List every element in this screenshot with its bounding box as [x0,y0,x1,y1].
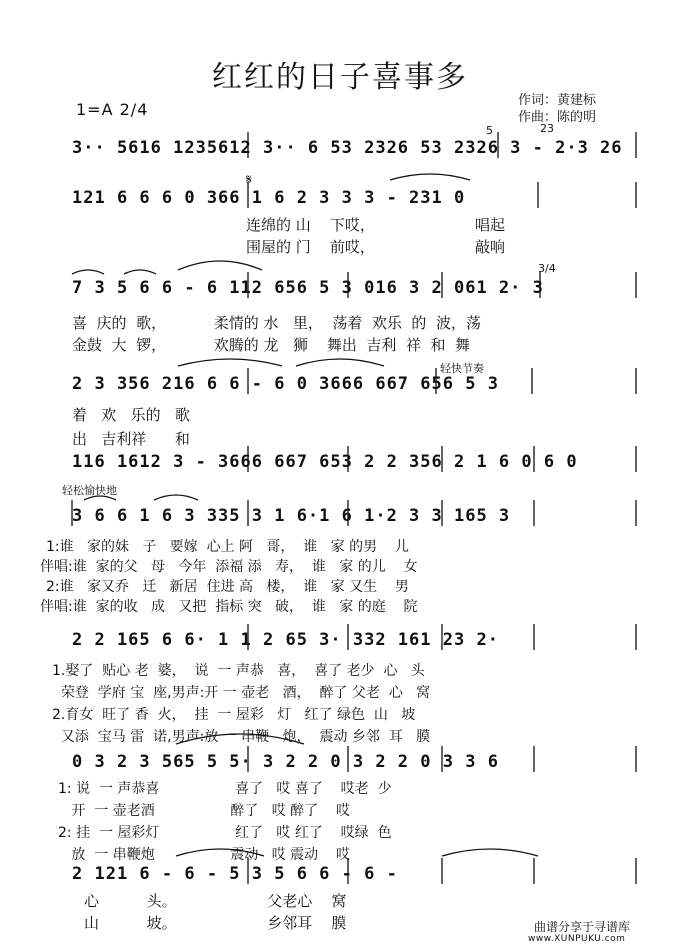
lyric-8-4: 放 一 串鞭炮 震动 哎 震动 哎 [58,847,350,863]
lyric-4-2: 出 吉利祥 和 [72,430,190,448]
grace-note-mark-2: 23 [540,122,554,135]
composer-credit: 作曲：陈的明 [518,110,597,125]
lyric-6-3: 2:谁 家又乔 迁 新居 住进 高 楼， 谁 家 又生 男 [46,579,409,595]
notation-line-2: 121 6 6 6 0 366 1 6 2 3 3 3 - 231 0 [72,188,466,208]
lyric-9-1: 心 头。 父老心 窝 [84,892,347,910]
lyric-3-2: 金鼓 大 锣， 欢腾的 龙 狮 舞出 吉利 祥 和 舞 [72,336,471,354]
notation-line-4: 2 3 356 216 6 6 - 6 0 3666 667 656 5 3 [72,374,499,394]
lyric-7-4: 又添 宝马 雷 诺,男声:放 一 串鞭 炮， 震动 乡邻 耳 膜 [52,729,431,745]
lyric-2-1: 连绵的 山 下哎， 唱起 [246,216,505,234]
lyric-3-1: 喜 庆的 歌， 柔情的 水 里， 荡着 欢乐 的 波，荡 [72,314,481,332]
segno-icon: 𝄋 [246,172,253,188]
meter-change: 3/4 [538,262,556,275]
lyric-6-4: 伴唱:谁 家的收 成 又把 指标 突 破， 谁 家 的庭 院 [40,599,418,615]
lyricist-credit: 作词：黄建标 [518,93,597,108]
notation-line-6: 3 6 6 1 6 3 335 3 1 6·1 6 1·2 3 3 165 3 [72,506,511,526]
notation-line-1: 3·· 5616 1235612 3·· 6 53 2326 53 2326 3 - 2·3 26 [72,138,623,158]
lyric-9-2: 山 坡。 乡邻耳 膜 [84,914,347,932]
notation-line-5: 116 1612 3 - 3666 667 653 2 2 356 2 1 6 0 6 0 [72,452,578,472]
credits [518,92,596,126]
grace-note-mark: 5 [486,124,493,137]
lyric-8-2: 开 一 壶老酒 醉了 哎 醉了 哎 [58,803,350,819]
lyric-2-2: 围屋的 门 前哎， 敲响 [246,238,505,256]
lyric-7-1: 1.娶了 贴心 老 婆， 说 一 声恭 喜， 喜了 老少 心 头 [52,663,425,679]
footer-credit: 曲谱分享于寻谱库 [534,920,631,934]
notation-line-3: 7 3 5 6 6 - 6 112 656 5 3 016 3 2 061 2· 3 [72,278,544,298]
lyric-8-3: 2: 挂 一 屋彩灯 红了 哎 红了 哎绿 色 [58,825,392,841]
page-title: 红红的日子喜事多 [212,60,468,95]
lyric-4-1: 着 欢 乐的 歌 [72,406,190,424]
tempo-mark-1: 轻快节奏 [440,362,484,375]
footer-url[interactable]: www.XUNPUKU.com [528,934,626,944]
lyric-6-2: 伴唱:谁 家的父 母 今年 添福 添 寿， 谁 家 的儿 女 [40,559,418,575]
tempo-mark-2: 轻松愉快地 [62,484,117,497]
lyric-7-3: 2.育女 旺了 香 火， 挂 一 屋彩 灯 红了 绿色 山 坡 [52,707,416,723]
lyric-7-2: 荣登 学府 宝 座,男声:开 一 壶老 酒， 醉了 父老 心 窝 [52,685,431,701]
notation-line-8: 0 3 2 3 565 5 5· 3 2 2 0 3 2 2 0 3 3 6 [72,752,499,772]
key-signature: 1=A 2/4 [76,100,149,119]
notation-line-7: 2 2 165 6 6· 1 1 2 65 3· 332 161 23 2· [72,630,499,650]
lyric-8-1: 1: 说 一 声恭喜 喜了 哎 喜了 哎老 少 [58,781,392,797]
lyric-6-1: 1:谁 家的妹 子 要嫁 心上 阿 哥， 谁 家 的男 儿 [46,539,409,555]
notation-line-9: 2 121 6 - 6 - 5 3 5 6 6 - 6 - [72,864,398,884]
